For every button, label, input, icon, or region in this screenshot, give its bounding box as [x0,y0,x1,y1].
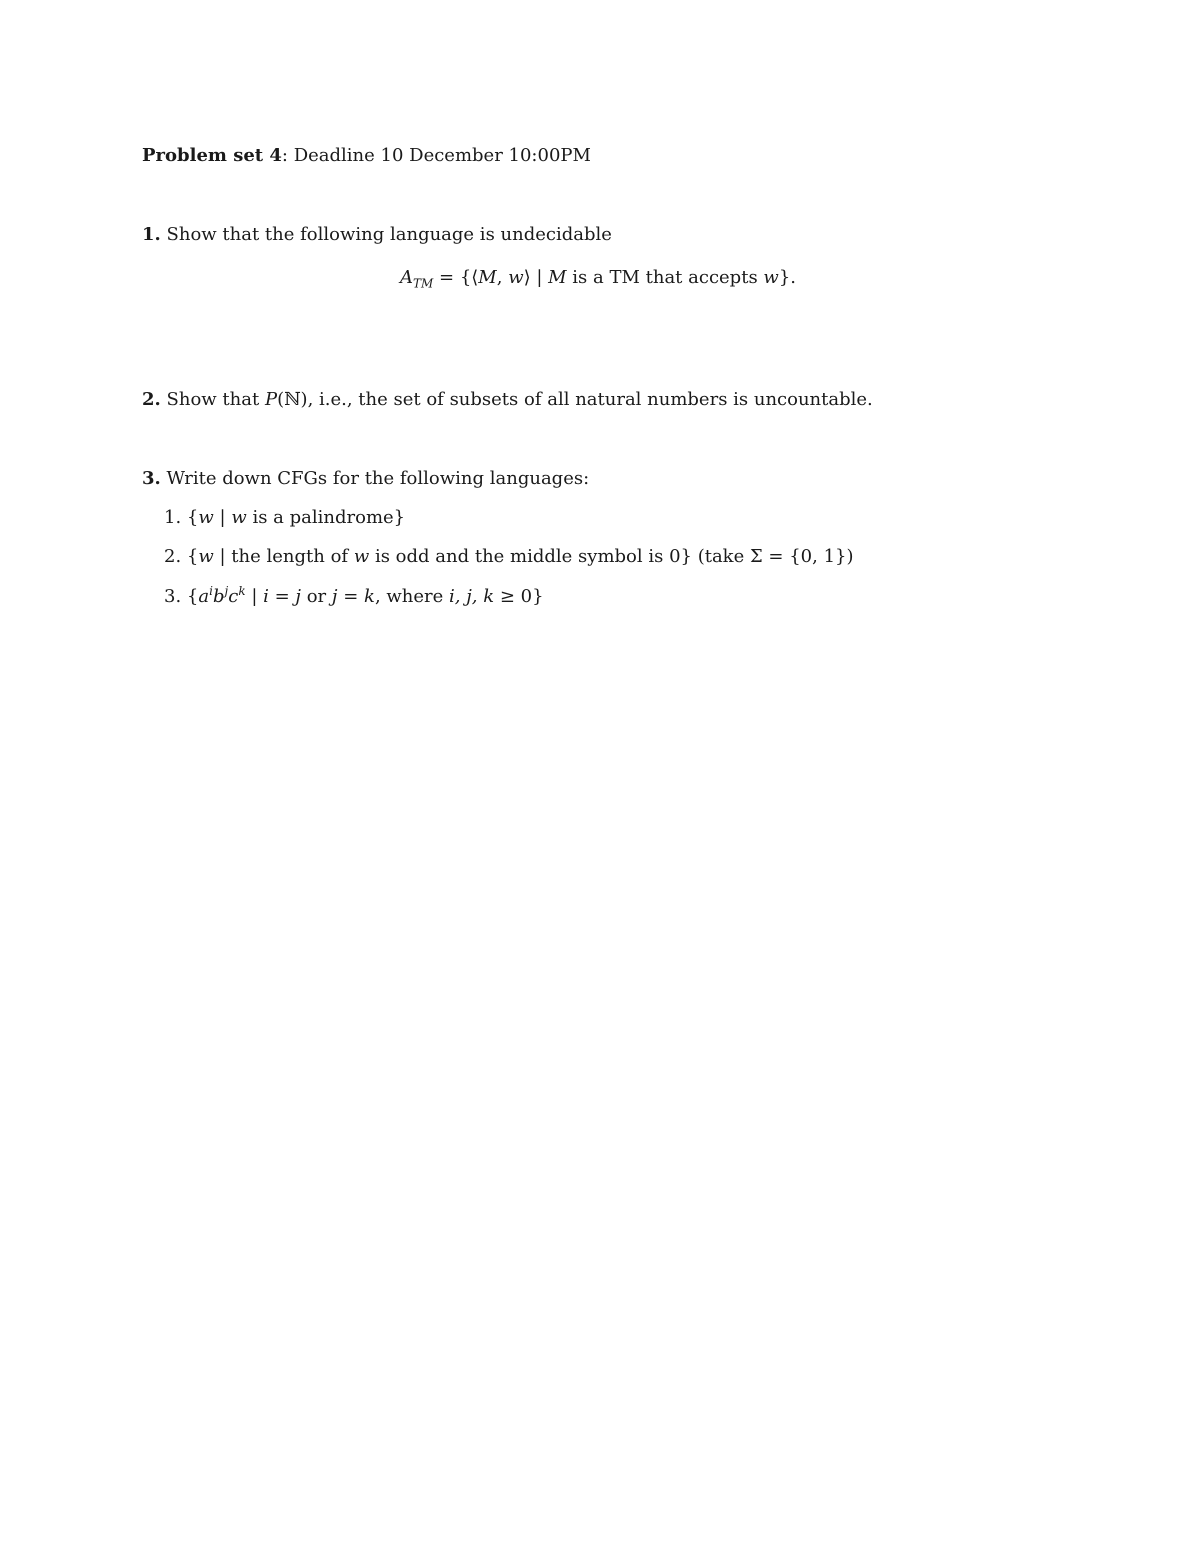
item-3-eq1: = [268,586,296,607]
item-3-k1: k [364,586,375,607]
item-3-b: b [212,586,225,607]
header-label: Problem set 4 [142,145,282,166]
item-3-open: { [186,586,199,607]
formula-M1: M [478,267,497,288]
problem-3-item-1 [164,506,405,530]
formula-w2: w [763,267,779,288]
problem-set-header [142,144,591,168]
formula-comma: , [496,267,509,288]
problem-3-item-2 [164,545,854,569]
item-3-vars: i, j, k [449,586,495,607]
formula-M2: M [548,267,567,288]
item-1-w2: w [231,507,247,528]
formula-lhs-letter: A [400,267,413,288]
item-3-b-exp: j [224,584,229,598]
item-2-number: 2. [164,546,182,567]
problem-3-item-3 [164,585,544,609]
item-3-number: 3. [164,586,182,607]
item-1-bar: | [213,507,232,528]
problem-3-text: Write down CFGs for the following languages: [166,468,590,489]
problem-2 [142,388,873,412]
problem-1-text: Show that the following language is undecidable [166,224,612,245]
header-deadline: : Deadline 10 December 10:00PM [281,145,591,166]
item-2-w1: w [198,546,214,567]
problem-1 [142,223,612,247]
item-2-mid2: is odd and the middle symbol is 0} (take Σ = {0, 1}) [369,546,854,567]
item-3-or: or [301,586,332,607]
formula-text: is a TM that accepts [566,267,764,288]
formula-lhs-sub: TM [413,276,434,291]
problem-2-text-pre: Show that [166,389,265,410]
item-3-i1: i [263,586,269,607]
problem-3-number: 3. [142,468,161,489]
powerset-N: (ℕ) [277,389,308,410]
formula-close: }. [778,267,797,288]
item-3-j2: j [331,586,338,607]
item-1-number: 1. [164,507,182,528]
item-3-bar: | [245,586,264,607]
powerset-P: P [264,389,278,410]
problem-1-formula [400,266,796,290]
item-2-w2: w [353,546,370,567]
item-2-mid1: | the length of [213,546,354,567]
item-3-a: a [198,586,210,607]
item-3-c: c [228,586,239,607]
item-3-c-exp: k [238,584,246,598]
item-1-open: { [186,507,199,528]
problem-3 [142,467,589,491]
item-3-tail: ≥ 0} [494,586,544,607]
item-3-a-exp: i [209,584,213,598]
formula-rhs-open: = {⟨ [433,267,479,288]
problem-1-number: 1. [142,224,161,245]
formula-mid: ⟩ | [523,267,549,288]
formula-w1: w [508,267,524,288]
item-3-j1: j [295,586,301,607]
item-1-rest: is a palindrome} [246,507,406,528]
item-2-open: { [186,546,199,567]
item-1-w1: w [198,507,214,528]
problem-2-text-post: , i.e., the set of subsets of all natural numbers is uncountable. [307,389,873,410]
item-3-eq2: = [337,586,365,607]
problem-2-number: 2. [142,389,161,410]
item-3-where: , where [374,586,450,607]
